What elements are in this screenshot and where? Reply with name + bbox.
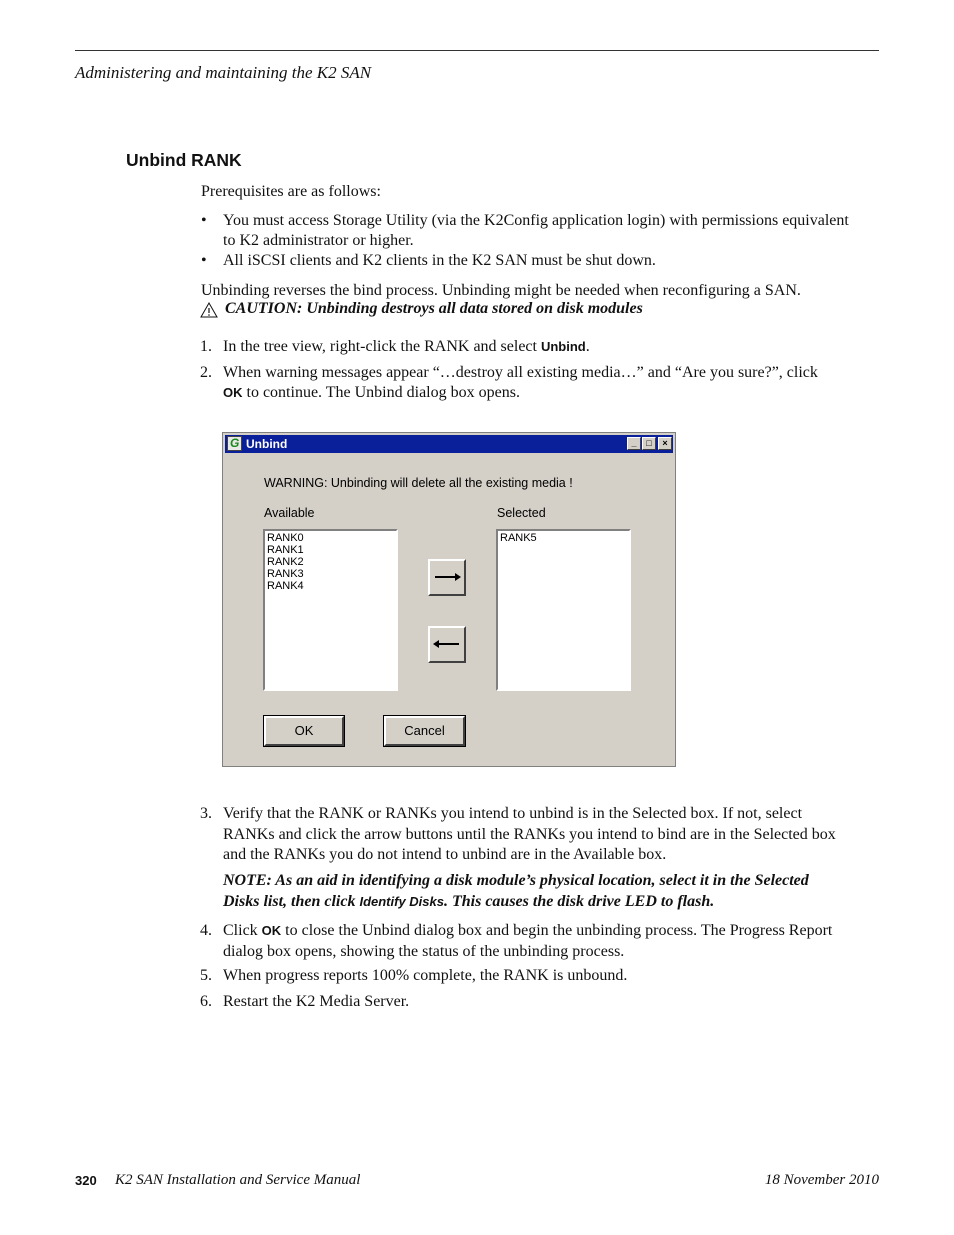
warning-message: WARNING: Unbinding will delete all the existing media ! [264,476,573,490]
ui-term-ok: OK [223,385,243,400]
selected-label: Selected [497,506,546,520]
caution-text: CAUTION: Unbinding destroys all data stored on disk modules [225,300,643,317]
dialog-title: Unbind [246,437,288,451]
step-number: 1. [200,338,212,355]
maximize-button[interactable]: □ [642,437,656,450]
note-text: . This causes the disk drive LED to flash. [443,893,715,910]
list-item[interactable]: RANK4 [267,580,304,592]
step-text: When warning messages appear “…destroy all existing media…” and “Are you sure?”, click [223,364,818,381]
step-number: 4. [200,922,212,939]
step-3 [200,804,883,866]
bullet-text-line: All iSCSI clients and K2 clients in the K2 SAN must be shut down. [223,252,656,269]
step-number: 3. [200,805,212,822]
minimize-button[interactable]: _ [627,437,641,450]
step-text: to continue. The Unbind dialog box opens. [242,384,520,401]
ui-term-identify-disks: Identify Disks [359,894,444,909]
step-number: 2. [200,364,212,381]
move-right-button[interactable] [428,559,466,596]
intro-paragraph: Unbinding reverses the bind process. Unbinding might be needed when reconfiguring a SAN. [201,282,801,299]
header-rule [75,50,879,51]
step-text: RANKs and click the arrow buttons until the RANKs you intend to bind are in the Selected box [223,825,836,843]
close-button[interactable]: × [658,437,672,450]
step-4 [200,921,883,962]
unbind-dialog [222,432,676,767]
bullet-item [201,251,656,271]
bullet-mark: • [201,252,207,269]
ok-button[interactable]: OK [264,716,344,746]
prereq-intro: Prerequisites are as follows: [201,183,381,200]
bullet-text-line: You must access Storage Utility (via the K2Config application login) with permissions equivalent [223,212,849,229]
list-item[interactable]: RANK1 [267,544,304,556]
ui-term-unbind: Unbind [540,339,586,354]
step-number: 6. [200,993,212,1010]
available-listbox[interactable] [263,529,398,691]
running-head: Administering and maintaining the K2 SAN [75,63,372,82]
step-1 [200,337,590,357]
list-item[interactable]: RANK3 [267,568,304,580]
step-text: Restart the K2 Media Server. [223,993,410,1010]
section-title: Unbind RANK [126,150,242,170]
step-text: and the RANKs you do not intend to unbind are in the Available box. [223,846,667,863]
available-label: Available [264,506,315,520]
bullet-mark: • [201,212,207,229]
dialog-titlebar[interactable] [225,435,673,453]
step-text: to close the Unbind dialog box and begin the unbinding process. The Progress Report [281,922,833,939]
warning-triangle-icon [200,302,218,318]
bullet-text-line: to K2 administrator or higher. [223,232,414,249]
bullet-item [201,211,883,251]
arrow-left-icon [430,628,464,661]
list-item[interactable]: RANK2 [267,556,304,568]
move-left-button[interactable] [428,626,466,663]
step-text: Click [223,922,262,939]
selected-listbox[interactable] [496,529,631,691]
note [223,870,883,912]
step-text: dialog box opens, showing the status of the unbinding process. [223,942,625,960]
step-5 [200,966,628,986]
step-number: 5. [200,967,212,984]
grass-valley-app-icon: G [227,436,242,451]
step-text: . [585,338,590,355]
note-text: NOTE: As an aid in identifying a disk module’s physical location, select it in the Selected [223,872,809,889]
note-text: Disks list, then click [223,893,360,910]
arrow-right-icon [430,561,464,594]
step-text: In the tree view, right-click the RANK and select [223,338,541,355]
list-item[interactable]: RANK5 [500,532,537,544]
page-number: 320 [75,1173,97,1188]
step-2 [200,363,883,403]
publication-date: 18 November 2010 [764,1172,879,1188]
step-text: When progress reports 100% complete, the RANK is unbound. [223,967,628,984]
cancel-button[interactable]: Cancel [384,716,465,746]
list-item[interactable]: RANK0 [267,532,304,544]
manual-title: K2 SAN Installation and Service Manual [115,1172,361,1188]
ui-term-ok: OK [261,923,282,938]
step-6 [200,992,410,1012]
step-text: Verify that the RANK or RANKs you intend to unbind is in the Selected box. If not, select [223,805,803,822]
